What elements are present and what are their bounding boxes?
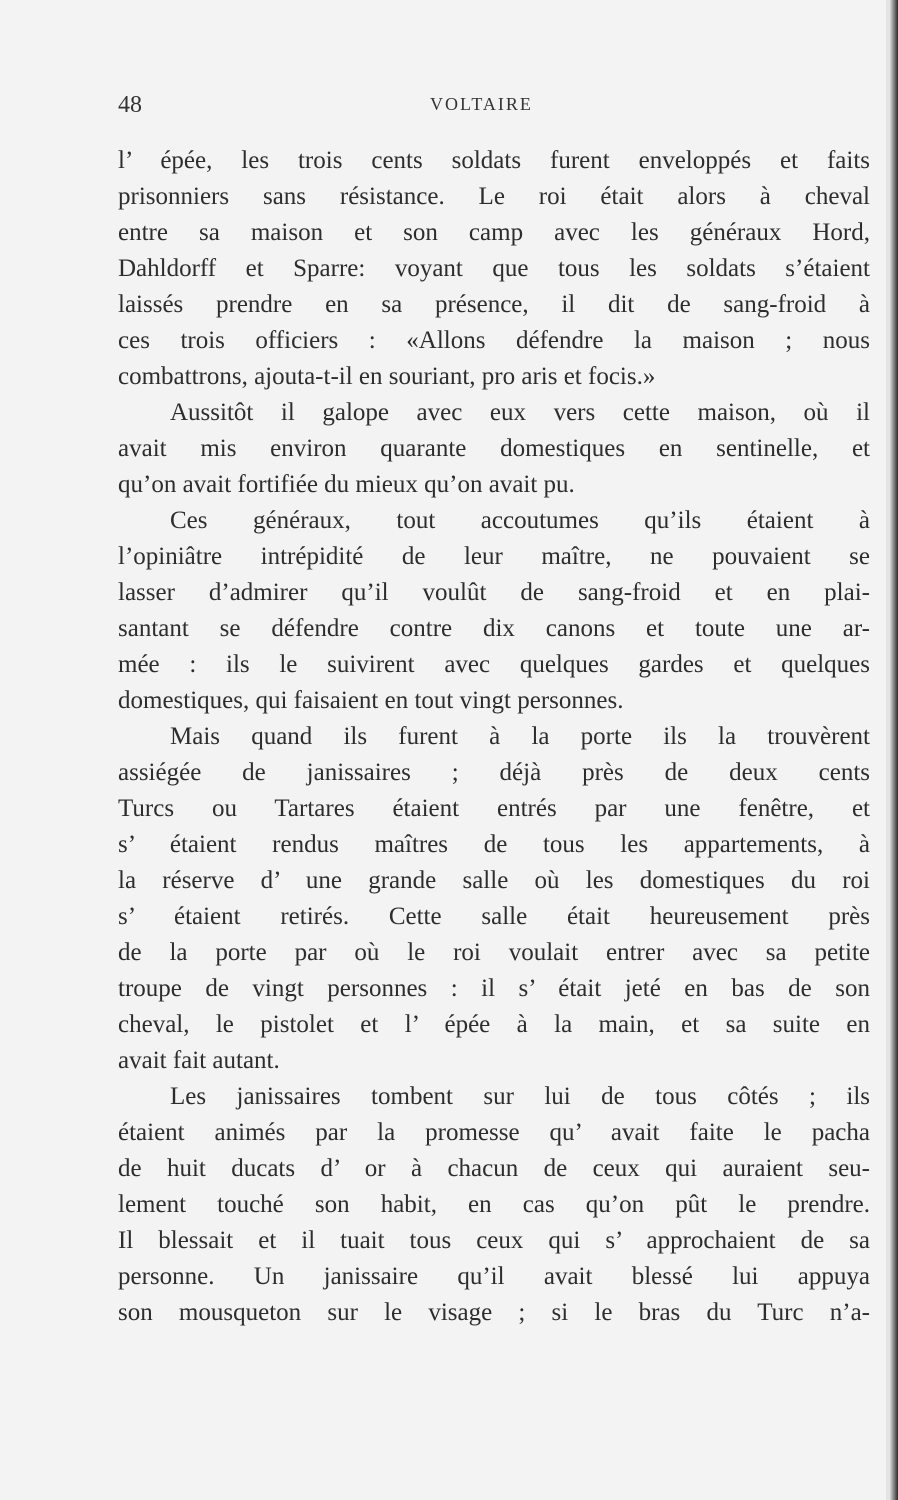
text-line: qu’on avait fortifiée du mieux qu’on avait pu. [118,471,575,498]
running-title: VOLTAIRE [430,94,533,114]
text-line: Ces généraux, tout accoutumes qu’ils étaient à [170,507,870,534]
text-line: l’opiniâtre intrépidité de leur maître, ne pouvaient se [118,543,870,570]
text-line: lement touché son habit, en cas qu’on pût le prendre. [118,1191,870,1218]
text-line: avait fait autant. [118,1047,280,1074]
text-line: ces trois officiers : «Allons défendre la maison ; nous [118,327,870,354]
text-line: s’ étaient rendus maîtres de tous les appartements, à [118,831,870,858]
text-line: personne. Un janissaire qu’il avait blessé lui appuya [118,1263,870,1290]
text-line: entre sa maison et son camp avec les généraux Hord, [118,219,870,246]
text-line: assiégée de janissaires ; déjà près de deux cents [118,759,870,786]
text-line: de la porte par où le roi voulait entrer avec sa petite [118,939,870,966]
text-line: son mousqueton sur le visage ; si le bras du Turc n’a- [118,1299,870,1326]
text-line: santant se défendre contre dix canons et toute une ar- [118,615,870,642]
text-line: mée : ils le suivirent avec quelques gardes et quelques [118,651,870,678]
text-line: domestiques, qui faisaient en tout vingt personnes. [118,687,624,714]
text-line: Il blessait et il tuait tous ceux qui s’ approchaient de sa [118,1227,870,1254]
text-line: la réserve d’ une grande salle où les domestiques du roi [118,867,870,894]
page-number: 48 [118,92,142,118]
text-line: combattrons, ajouta-t-il en souriant, pro aris et focis.» [118,363,656,390]
text-line: avait mis environ quarante domestiques en sentinelle, et [118,435,870,462]
text-line: Aussitôt il galope avec eux vers cette maison, où il [170,399,870,426]
text-line: l’ épée, les trois cents soldats furent enveloppés et faits [118,147,870,174]
text-line: prisonniers sans résistance. Le roi était alors à cheval [118,183,870,210]
text-line: cheval, le pistolet et l’ épée à la main, et sa suite en [118,1011,870,1038]
text-line: de huit ducats d’ or à chacun de ceux qui auraient seu- [118,1155,870,1182]
text-line: lasser d’admirer qu’il voulût de sang-froid et en plai- [118,579,870,606]
text-line: Les janissaires tombent sur lui de tous côtés ; ils [170,1083,870,1110]
text-line: étaient animés par la promesse qu’ avait faite le pacha [118,1119,870,1146]
text-line: s’ étaient retirés. Cette salle était heureusement près [118,903,870,930]
text-line: laissés prendre en sa présence, il dit de sang-froid à [118,291,870,318]
text-line: Turcs ou Tartares étaient entrés par une fenêtre, et [118,795,870,822]
page-header [118,92,870,122]
text-line: Mais quand ils furent à la porte ils la trouvèrent [170,723,870,750]
page-edge [890,0,898,1500]
text-line: Dahldorff et Sparre: voyant que tous les soldats s’étaient [118,255,870,282]
text-line: troupe de vingt personnes : il s’ était jeté en bas de son [118,975,870,1002]
body-text [118,143,870,1331]
